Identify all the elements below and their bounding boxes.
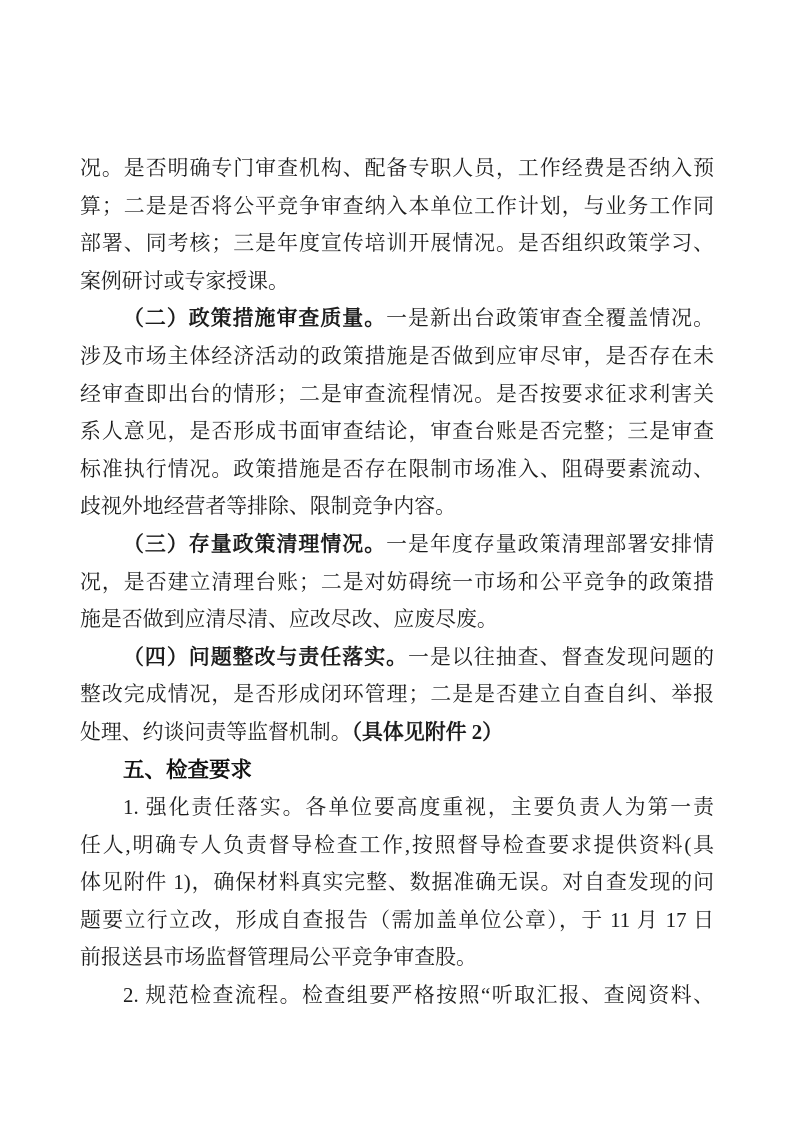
text-run: 标准执行情况。政策措施是否存在限制市场准入、阻碍要素流动、 <box>80 456 714 481</box>
text-run: 整改完成情况，是否形成闭环管理；二是是否建立自查自纠、举报 <box>80 682 714 707</box>
heading-text: 五、检查要求 <box>123 757 253 782</box>
body-line <box>80 488 714 526</box>
body-line <box>80 376 714 414</box>
section-2-lead-line <box>80 300 714 338</box>
body-line <box>80 451 714 489</box>
text-run: 任人,明确专人负责督导检查工作,按照督导检查要求提供资料(具 <box>80 832 714 857</box>
text-run: 一是以往抽查、督查发现问题的 <box>408 644 714 669</box>
text-run: 部署、同考核；三是年度宣传培训开展情况。是否组织政策学习、 <box>80 231 714 256</box>
text-run: 一是年度存量政策清理部署安排情 <box>386 531 714 556</box>
text-run: 经审查即出台的情形；二是审查流程情况。是否按要求征求利害关 <box>80 381 714 406</box>
paragraph-lead: （三）存量政策清理情况。 <box>123 531 387 556</box>
text-run: 涉及市场主体经济活动的政策措施是否做到应审尽审，是否存在未 <box>80 343 714 368</box>
body-line <box>80 150 714 188</box>
body-line <box>80 413 714 451</box>
item-2-lead-line <box>80 977 714 1015</box>
text-run: 况。是否明确专门审查机构、配备专职人员，工作经费是否纳入预 <box>80 156 714 180</box>
attachment-1-reference-line <box>80 864 714 902</box>
body-line <box>80 676 714 714</box>
body-line <box>80 939 714 977</box>
attachment-2-reference-line <box>80 714 714 752</box>
body-line <box>80 188 714 226</box>
body-line <box>80 338 714 376</box>
section-5-heading <box>80 752 714 790</box>
body-line <box>80 827 714 865</box>
text-run: 系人意见，是否形成书面审查结论，审查台账是否完整；三是审查 <box>80 419 714 444</box>
text-run: 况，是否建立清理台账；二是对妨碍统一市场和公平竞争的政策措 <box>80 569 714 594</box>
document-content <box>80 150 714 1015</box>
section-4-lead-line <box>80 639 714 677</box>
text-run: 处理、约谈问责等监督机制。 <box>80 719 352 744</box>
body-line <box>80 564 714 602</box>
section-3-lead-line <box>80 526 714 564</box>
text-run: 前报送县市场监督管理局公平竞争审查股。 <box>80 945 477 970</box>
body-line <box>80 225 714 263</box>
text-run: 施是否做到应清尽清、应改尽改、应废尽废。 <box>80 607 498 632</box>
paragraph-lead: （具体见附件 2） <box>351 719 504 744</box>
paragraph-lead: （二）政策措施审查质量。 <box>123 306 387 331</box>
text-run: 体见附件 1)，确保材料真实完整、数据准确无误。对自查发现的问 <box>80 870 714 895</box>
text-run: 一是新出台政策审查全覆盖情况。 <box>386 306 714 331</box>
text-run: 2. 规范检查流程。检查组要严格按照“听取汇报、查阅资料、 <box>123 983 714 1008</box>
paragraph-lead: （四）问题整改与责任落实。 <box>123 644 409 669</box>
text-run: 案例研讨或专家授课。 <box>80 268 289 293</box>
text-run: 歧视外地经营者等排除、限制竞争内容。 <box>80 494 457 519</box>
text-run: 算；二是是否将公平竞争审查纳入本单位工作计划，与业务工作同 <box>80 193 714 218</box>
body-line <box>80 263 714 301</box>
body-line <box>80 601 714 639</box>
body-line <box>80 902 714 940</box>
text-run: 题要立行立改，形成自查报告（需加盖单位公章），于 11 月 17 日 <box>80 907 714 932</box>
text-run: 1. 强化责任落实。各单位要高度重视，主要负责人为第一责 <box>123 795 714 820</box>
item-1-lead-line <box>80 789 714 827</box>
